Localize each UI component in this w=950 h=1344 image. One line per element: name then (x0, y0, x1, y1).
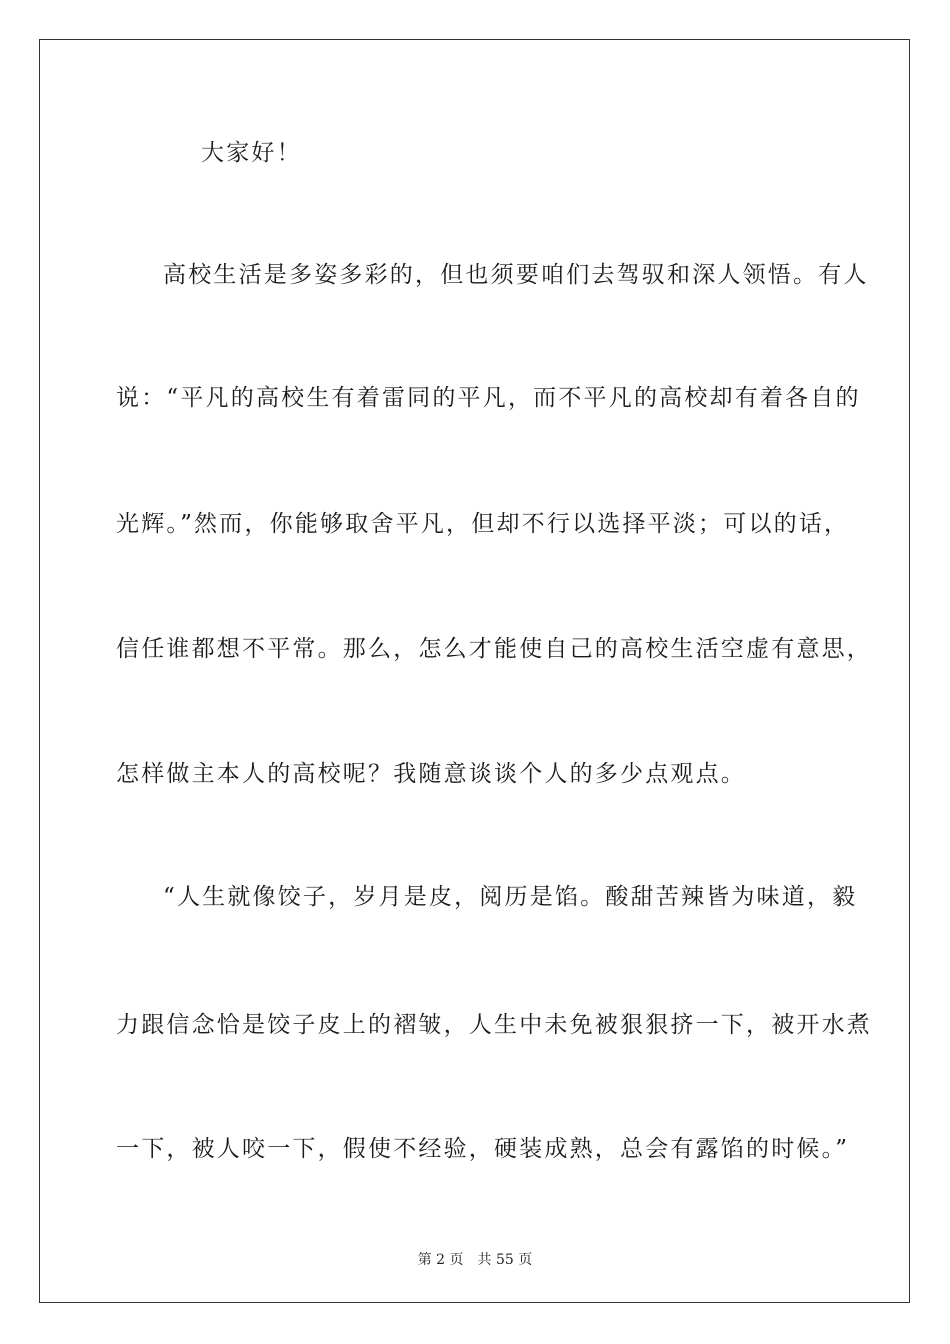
page-border (39, 39, 910, 1303)
paragraph-2-line-2: 力跟信念恰是饺子皮上的褶皱，人生中未免被狠狠挤一下，被开水煮 (116, 1012, 872, 1038)
page-number-footer: 第 2 页 共 55 页 (417, 1252, 533, 1268)
paragraph-1-line-4: 信任谁都想不平常。那么，怎么才能使自己的高校生活空虚有意思， (116, 636, 872, 662)
greeting-line: 大家好！ (201, 140, 302, 166)
paragraph-1-line-5: 怎样做主本人的高校呢？我随意谈谈个人的多少点观点。 (116, 761, 746, 787)
paragraph-1-line-1: 高校生活是多姿多彩的，但也须要咱们去驾驭和深人领悟。有人 (163, 262, 869, 288)
paragraph-1-line-3: 光辉。”然而，你能够取舍平凡，但却不行以选择平淡；可以的话， (116, 511, 850, 537)
paragraph-2-line-1: “人生就像饺子，岁月是皮，阅历是馅。酸甜苦辣皆为味道，毅 (163, 884, 858, 910)
paragraph-2-line-3: 一下，被人咬一下，假使不经验，硬装成熟，总会有露馅的时候。” (116, 1136, 850, 1162)
paragraph-1-line-2: 说：“平凡的高校生有着雷同的平凡，而不平凡的高校却有着各自的 (116, 385, 861, 411)
